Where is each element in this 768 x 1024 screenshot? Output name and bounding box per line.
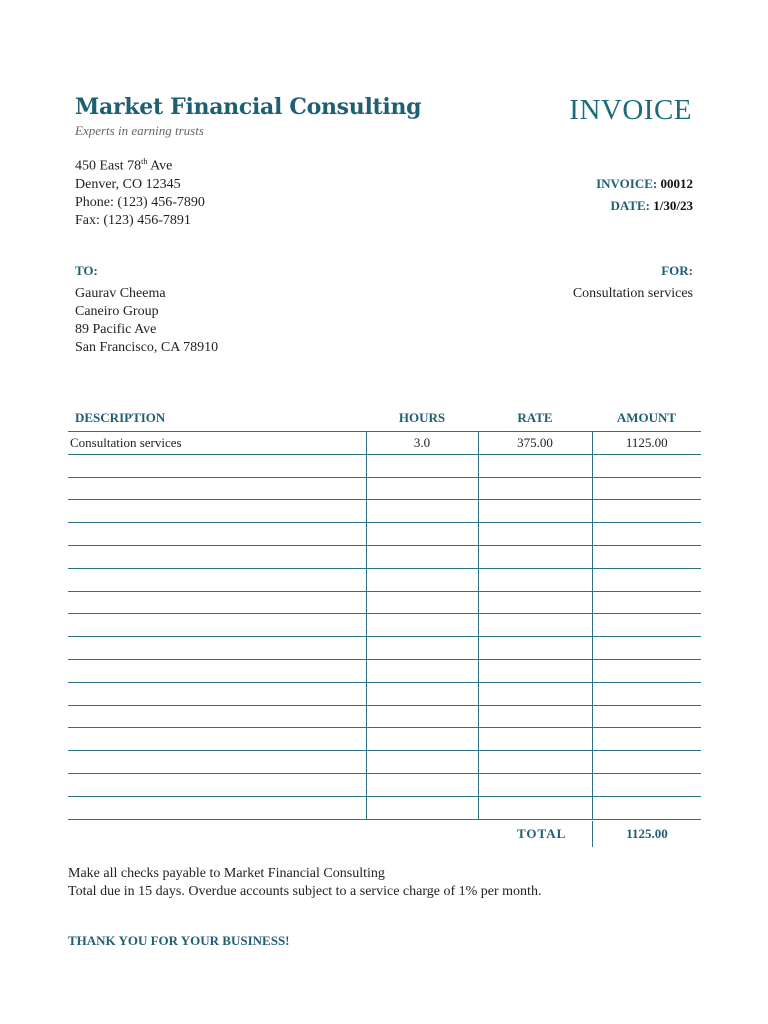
cell-rate [478, 751, 592, 774]
header-amount: AMOUNT [592, 404, 701, 432]
header-description: DESCRIPTION [68, 404, 366, 432]
cell-hours [366, 682, 478, 705]
invoice-number-label: INVOICE: [596, 176, 658, 191]
street-prefix: 450 East 78 [75, 158, 142, 174]
table-row [68, 682, 701, 705]
cell-description [68, 728, 366, 751]
cell-description [68, 568, 366, 591]
cell-hours [366, 614, 478, 637]
cell-rate [478, 705, 592, 728]
table-row [68, 637, 701, 660]
payment-notes [68, 865, 541, 901]
bill-for-text: Consultation services [572, 286, 693, 301]
table-row [68, 773, 701, 796]
company-tagline: Experts in earning trusts [75, 123, 204, 138]
cell-description [68, 751, 366, 774]
cell-hours [366, 545, 478, 568]
cell-amount [592, 454, 701, 477]
cell-hours [366, 591, 478, 614]
table-row [68, 454, 701, 477]
cell-amount [592, 477, 701, 500]
cell-amount [592, 500, 701, 523]
cell-description: Consultation services [68, 432, 366, 455]
cell-hours [366, 728, 478, 751]
cell-description [68, 659, 366, 682]
bill-to-line: Caneiro Group [75, 304, 159, 319]
cell-hours [366, 796, 478, 819]
cell-rate [478, 728, 592, 751]
table-row [68, 705, 701, 728]
cell-rate [478, 659, 592, 682]
cell-description [68, 796, 366, 819]
cell-amount [592, 751, 701, 774]
cell-description [68, 454, 366, 477]
cell-rate [478, 614, 592, 637]
cell-description [68, 614, 366, 637]
table-row [68, 728, 701, 751]
address-fax: Fax: (123) 456-7891 [75, 212, 191, 228]
cell-amount [592, 568, 701, 591]
cell-description [68, 637, 366, 660]
header-hours: HOURS [366, 404, 478, 432]
cell-amount: 1125.00 [592, 432, 701, 455]
cell-amount [592, 796, 701, 819]
cell-description [68, 682, 366, 705]
cell-rate: 375.00 [478, 432, 592, 455]
cell-hours [366, 659, 478, 682]
invoice-date-label: DATE: [610, 198, 651, 213]
cell-rate [478, 454, 592, 477]
line-items-table [68, 404, 701, 820]
cell-amount [592, 773, 701, 796]
cell-hours [366, 523, 478, 546]
invoice-title: INVOICE [569, 94, 692, 126]
cell-description [68, 477, 366, 500]
bill-to-address [75, 285, 218, 357]
cell-amount [592, 614, 701, 637]
notes-line: Make all checks payable to Market Financial Consulting [68, 866, 385, 881]
street-suffix: Ave [147, 158, 173, 174]
cell-rate [478, 796, 592, 819]
cell-amount [592, 545, 701, 568]
table-row [68, 477, 701, 500]
company-address [75, 153, 205, 230]
bill-to-line: 89 Pacific Ave [75, 322, 157, 337]
cell-amount [592, 705, 701, 728]
cell-description [68, 705, 366, 728]
table-row [68, 545, 701, 568]
company-name: Market Financial Consulting [75, 94, 422, 120]
cell-hours [366, 751, 478, 774]
cell-hours [366, 500, 478, 523]
invoice-meta [596, 173, 693, 217]
cell-description [68, 591, 366, 614]
cell-rate [478, 773, 592, 796]
cell-description [68, 773, 366, 796]
cell-amount [592, 637, 701, 660]
table-row [68, 523, 701, 546]
bill-to-line: Gaurav Cheema [75, 286, 166, 301]
notes-line: Total due in 15 days. Overdue accounts subject to a service charge of 1% per month. [68, 884, 542, 899]
total-row [68, 821, 701, 847]
bill-for-label: FOR: [661, 263, 693, 278]
cell-hours [366, 705, 478, 728]
cell-hours [366, 454, 478, 477]
cell-amount [592, 523, 701, 546]
cell-rate [478, 637, 592, 660]
bill-to-label: TO: [75, 263, 98, 278]
invoice-number: 00012 [660, 176, 693, 191]
cell-rate [478, 682, 592, 705]
table-row [68, 796, 701, 819]
address-phone: Phone: (123) 456-7890 [75, 194, 205, 210]
table-row [68, 591, 701, 614]
cell-rate [478, 477, 592, 500]
table-row [68, 500, 701, 523]
cell-hours [366, 477, 478, 500]
address-street [75, 153, 205, 176]
address-city: Denver, CO 12345 [75, 176, 181, 192]
header-rate: RATE [478, 404, 592, 432]
cell-hours: 3.0 [366, 432, 478, 455]
table-row [68, 751, 701, 774]
thank-you-message: THANK YOU FOR YOUR BUSINESS! [68, 933, 290, 948]
cell-amount [592, 591, 701, 614]
cell-rate [478, 500, 592, 523]
cell-description [68, 545, 366, 568]
total-label: TOTAL [517, 826, 567, 841]
cell-description [68, 523, 366, 546]
cell-hours [366, 773, 478, 796]
invoice-date: 1/30/23 [653, 198, 693, 213]
cell-amount [592, 728, 701, 751]
cell-rate [478, 591, 592, 614]
table-row [68, 614, 701, 637]
invoice-date-line [596, 195, 693, 217]
total-value: 1125.00 [626, 826, 668, 841]
cell-amount [592, 682, 701, 705]
cell-rate [478, 568, 592, 591]
cell-amount [592, 659, 701, 682]
table-row [68, 568, 701, 591]
table-row [68, 659, 701, 682]
cell-description [68, 500, 366, 523]
cell-rate [478, 545, 592, 568]
table-row [68, 432, 701, 455]
cell-hours [366, 568, 478, 591]
invoice-number-line [596, 173, 693, 195]
cell-hours [366, 637, 478, 660]
bill-to-line: San Francisco, CA 78910 [75, 340, 219, 355]
street-sup: th [141, 157, 148, 166]
table-header-row [68, 404, 701, 432]
cell-rate [478, 523, 592, 546]
